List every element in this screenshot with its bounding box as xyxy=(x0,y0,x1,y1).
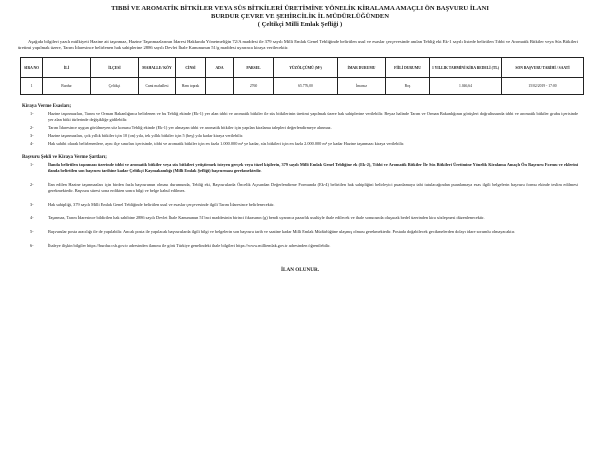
col-imar: İMAR DURUMU xyxy=(338,58,386,78)
cell-fiili: Boş xyxy=(386,78,430,95)
cell-kira-bedeli: 1.046,64 xyxy=(430,78,502,95)
lease-rule-number: 4- xyxy=(30,140,34,146)
col-cinsi: CİNSİ xyxy=(176,58,206,78)
application-heading: Başvuru Şekli ve Kiraya Verme Şartları; xyxy=(22,155,107,161)
application-rule-text: Başvurular posta aracılığı ile de yapılabilir. Ancak posta ile yapılacak başvurularda ilgili bilgi ve belgelerin son başvuru tarih ve saatine kadar Milli Emlak Müdürlüğüne ulaşmış olması gerekmektedir. Postada doğabilecek gecikmelerden dolayı idare sorumlu olmayacaktır. xyxy=(48,229,516,235)
lease-rule-text: Hazine taşınmazları, Tarım ve Orman Bakanlığınca belirlenen ve bu Tebliğ ekinde (Ek-1) yer alan tıbbi ve aromatik bitkiler ile süs bitkilerinin üretimi yapılmak üzere hak sahiplerine verilebilir. Beyaz halinde Tarım ve Orman Bakanlığının görüşleri doğrultusunda tıbbi ve aromatik bitkiler grubu içerisinde yer alan bitki türlerinde değişikliğe gidilebilir. xyxy=(48,111,578,123)
header-office: ( Çeltikçi Milli Emlak Şefliği ) xyxy=(257,21,343,29)
lease-rule-number: 2- xyxy=(30,125,34,131)
table-header-row xyxy=(21,58,584,78)
application-rule-text: Hak sahipliği, 379 sayılı Milli Emlak Genel Tebliğinde belirtilen usul ve esaslar çerçevesinde ilgili Tarım İdaresince belirlenecektir. xyxy=(48,201,275,207)
lease-rule-text: Hak sahibi olarak belirlenenlere, aynı ilçe sınırları içerisinde, tıbbi ve aromatik bitkiler için en fazla 1.000.000 m² ye kadar, süs bitkileri için en fazla 2.000.000 m² ye kadar Hazine taşınmazı kiraya verilebilir. xyxy=(48,140,405,146)
application-rule-text: İhaleye ilişkin bilgiler https://burdur.csb.gov.tr adresinden ilanımı ile görü Türkiye genelindeki ihale bilgileri https://www.milliemlak.gov.tr adresinden öğrenilebilir. xyxy=(48,242,331,248)
property-table xyxy=(20,57,584,95)
cell-il: Burdur xyxy=(43,78,91,95)
cell-son-basvuru: 15/02/2019 - 17:00 xyxy=(502,78,584,95)
col-sira-no: SIRA NO xyxy=(21,58,43,78)
application-rule-text: Taşınmaz, Tarım İdaresince bildirilen hak sahibine 2886 sayılı Devlet İhale Kanununun 51'inci maddesinin birinci fıkrasının (g) bendi uyarınca pazarlık usulüyle ihale edilecek ve ihale sonucunda oluşacak bedel üzerinden kira sözleşmesi düzenlenecektir. xyxy=(48,215,485,221)
cell-imar: İmarsız xyxy=(338,78,386,95)
application-rule-number: 2- xyxy=(30,182,34,187)
table-row xyxy=(21,78,584,95)
application-rule-3 xyxy=(30,201,578,208)
application-rule-2 xyxy=(30,182,578,194)
lease-rules-heading: Kiraya Verme Esasları; xyxy=(22,104,72,110)
col-yuzolcumu: YÜZÖLÇÜMÜ (M²) xyxy=(274,58,338,78)
lease-rule-2 xyxy=(30,125,578,131)
application-rule-number: 1- xyxy=(30,162,34,168)
cell-ilce: Çeltikçi xyxy=(91,78,139,95)
cell-yuzolcumu: 65.776,00 xyxy=(274,78,338,95)
lease-rule-4 xyxy=(30,140,578,147)
col-fiili: FİİLİ DURUMU xyxy=(386,58,430,78)
lease-rule-number: 1- xyxy=(30,111,34,117)
lease-rule-3 xyxy=(30,132,578,139)
application-rule-number: 6- xyxy=(30,242,34,248)
lease-rule-text: Hazine taşınmazları, çok yıllık bitkiler için 10 (on) yıla, tek yıllık bitkiler için 5 (beş) yıla kadar kiraya verilebilir. xyxy=(48,132,244,138)
col-ilce: İLÇESİ xyxy=(91,58,139,78)
application-rule-text: İlan edilen Hazine taşınmazları için birden fazla başvurunun olması durumunda, Tebliğ eki, Başvurularda Öncelik Açısından Değerlendirme Formunda (Ek-4) belirtilen hak sahipliğini belirleyici puanlamaya tabi tutulacağından puanlamaya esas ilgili belgelerin başvuru formu ekinde teslim edilmesi gerekmektedir. Başvuru süresi sona erdikten sonra bilgi ve belge kabul edilmez. xyxy=(48,182,578,193)
lease-rule-text: Tarım İdaresince uygun görülmeyen söz konusu Tebliğ ekinde (Ek-1) yer almayan tıbbi ve aromatik bitkiler için yapılan kiralama talepleri değerlendirmeye alınmaz. xyxy=(48,125,332,131)
header-directorate: BURDUR ÇEVRE VE ŞEHİRCİLİK İL MÜDÜRLÜĞÜNDEN xyxy=(210,13,390,21)
col-mahalle: MAHALLE/ KÖY xyxy=(139,58,176,78)
application-rule-1 xyxy=(30,162,578,174)
cell-sira-no: 1 xyxy=(21,78,43,95)
col-ada: ADA xyxy=(206,58,234,78)
application-rule-5 xyxy=(30,229,578,235)
lease-rule-1 xyxy=(30,111,578,123)
col-parsel: PARSEL xyxy=(234,58,274,78)
intro-paragraph: Aşağıda bilgileri yazılı mülkiyeti Hazine ait taşınmaz, Hazine Taşınmazlarının İdaresi Hakkında Yönetmeliğin 72/A maddesi ile 379 sayılı Milli Emlak Genel Tebliğinde belirtilen usul ve esaslar çerçevesinde anılan Tebliğ eki Ek-1 sayılı listede belirtilen Tıbbi ve Aromatik Bitkiler veya Süs Bitkileri üretimi yapılmak üzere, Tarım İdaresince belirlenen hak sahiplerine 2886 sayılı Devlet İhale Kanununun 51/g maddesi uyarınca kiraya verilecektir. xyxy=(18,38,578,51)
header-title: TIBBİ VE AROMATİK BİTKİLER VEYA SÜS BİTKİLERİ ÜRETİMİNE YÖNELİK KİRALAMA AMAÇLI ÖN BAŞVURU İLANI xyxy=(111,5,489,12)
col-son-basvuru: SON BAŞVURU TARİHİ / SAATİ xyxy=(502,58,584,78)
col-il: İLİ xyxy=(43,58,91,78)
cell-ada xyxy=(206,78,234,95)
col-kira-bedeli: 1 YILLIK TAHMİNİ KİRA BEDELİ (TL) xyxy=(430,58,502,78)
cell-cinsi: Ham toprak xyxy=(176,78,206,95)
lease-rule-number: 3- xyxy=(30,132,34,138)
application-rule-6 xyxy=(30,242,578,249)
closing-line: İLAN OLUNUR. xyxy=(280,266,320,273)
cell-parsel: 2760 xyxy=(234,78,274,95)
application-rule-bold-text: İlanda belirtilen taşınmazı üzerinde tıbbi ve aromatik bitkiler veya süs bitkileri yetiştirmek isteyen gerçek veya tüzel kişilerin, 379 sayılı Milli Emlak Genel Tebliğine ek (Ek-2), Tıbbi ve Aromatik Bitkiler İle Süs Bitkileri Üretimine Yönelik Kiralama Amaçlı Ön Başvuru Formu ve eklerini ilanda belirtilen son başvuru tarihine kadar Çeltikçi Kaymakamlığı (Milli Emlak Şefliği) başvurması gerekmektedir. xyxy=(48,162,578,174)
application-rule-number: 4- xyxy=(30,215,34,221)
application-rule-number: 3- xyxy=(30,201,34,207)
cell-mahalle: Cami mahallesi xyxy=(139,78,176,95)
announcement-header xyxy=(0,5,600,30)
application-rule-number: 5- xyxy=(30,229,34,235)
application-rule-4 xyxy=(30,215,578,221)
